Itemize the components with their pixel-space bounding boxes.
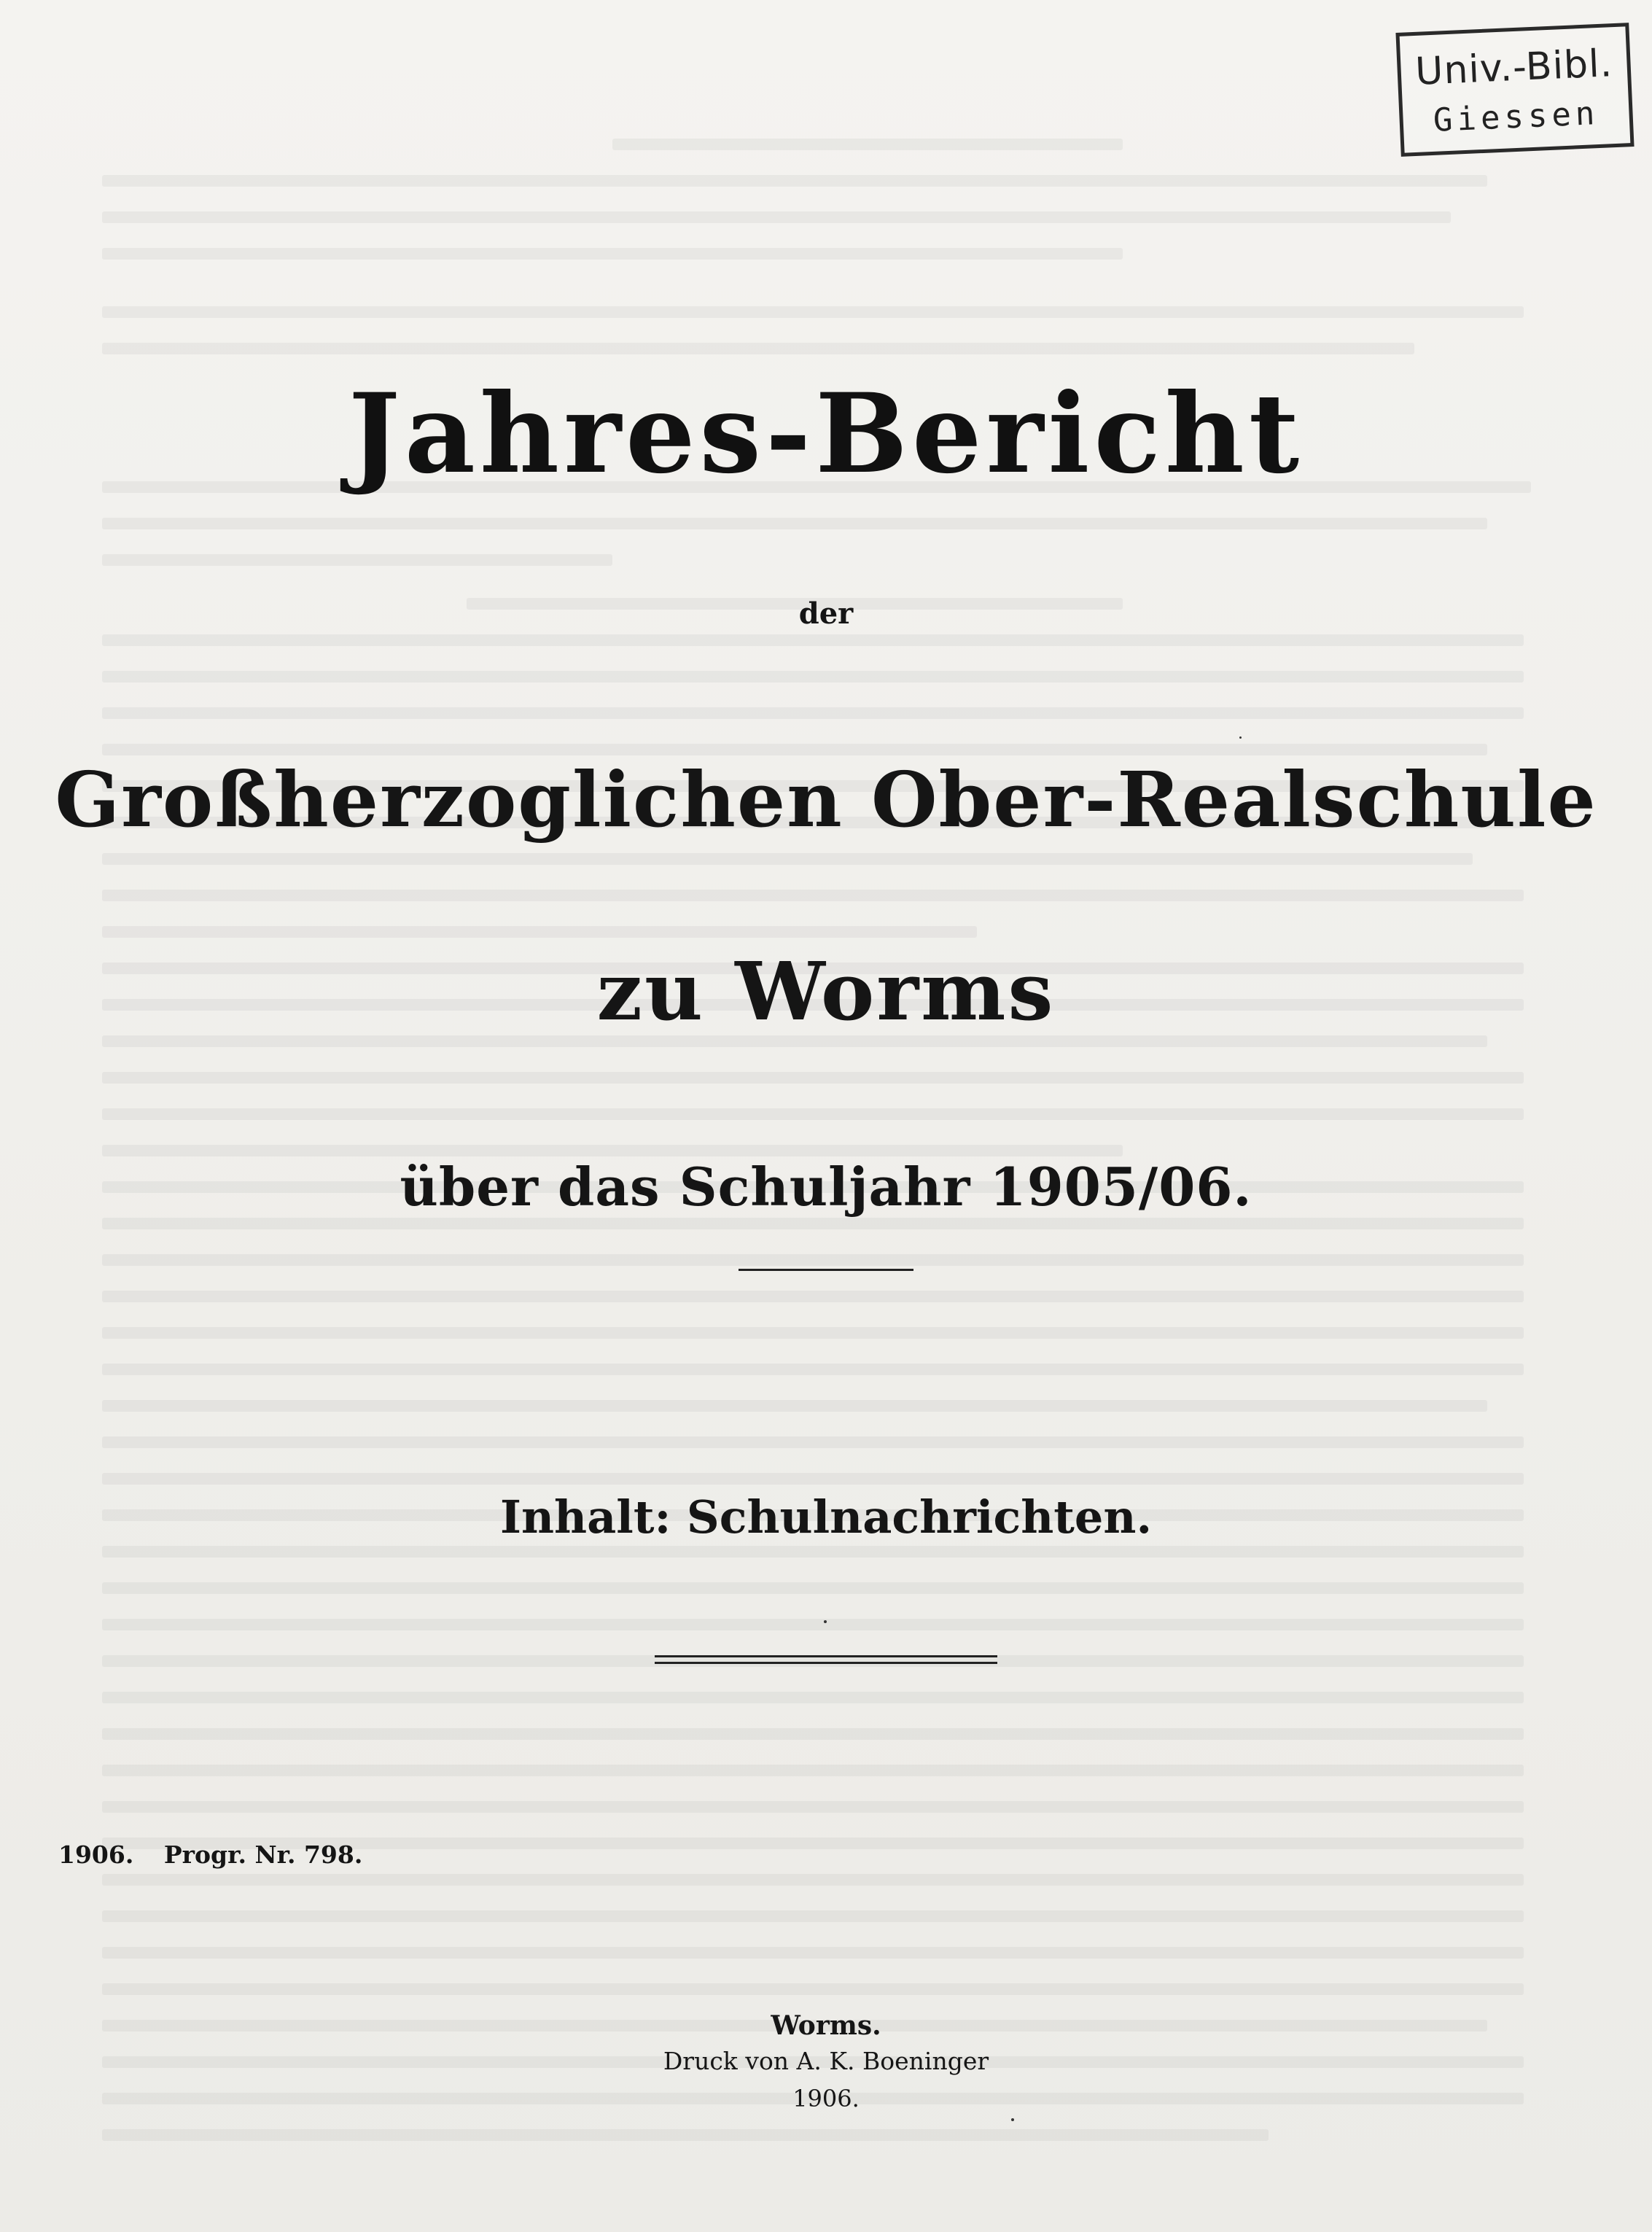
school-city: zu Worms — [596, 944, 1056, 1038]
program-info — [58, 1840, 384, 1869]
stamp-city: Giessen — [1432, 95, 1600, 139]
divider-rule-bottom — [655, 1662, 997, 1664]
contents-line: Inhalt: Schulnachrichten. — [499, 1490, 1153, 1544]
school-year: über das Schuljahr 1905/06. — [400, 1156, 1252, 1218]
imprint-year: 1906. — [792, 2085, 860, 2112]
divider-rule — [739, 1269, 913, 1271]
program-year: 1906. — [58, 1840, 134, 1869]
imprint-place: Worms. — [771, 2010, 881, 2041]
stamp-library-name: Univ.-Bibl. — [1414, 42, 1614, 94]
program-number: Progr. Nr. 798. — [163, 1840, 363, 1869]
library-stamp — [1395, 23, 1634, 157]
report-title: Jahres-Bericht — [348, 370, 1304, 498]
school-name: Großherzoglichen Ober-Realschule — [55, 755, 1597, 844]
ink-speck — [1011, 2118, 1014, 2121]
ink-speck — [824, 1620, 827, 1623]
title-article: der — [798, 596, 854, 631]
ink-speck — [1239, 736, 1242, 739]
imprint-printer: Druck von A. K. Boeninger — [663, 2047, 989, 2075]
divider-rule-top — [655, 1655, 997, 1657]
